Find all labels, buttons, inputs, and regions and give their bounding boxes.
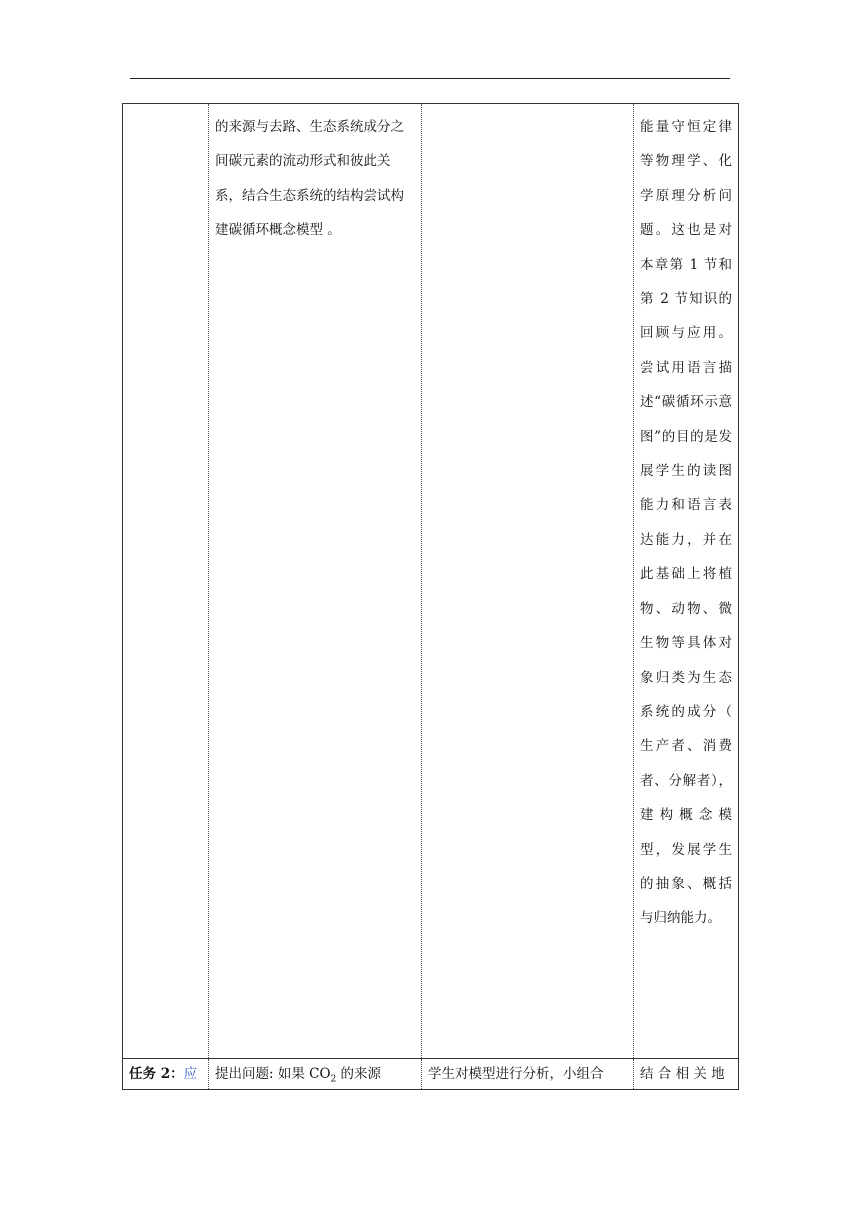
table-cell-teacher-activity: 的来源与去路、生态系统成分之间碳元素的流动形式和彼此关系，结合生态系统的结构尝试构建碳循环概念模型 。: [209, 104, 422, 1059]
table-cell-task: [123, 1059, 209, 1090]
question-prefix: 提出问题: 如果 CO: [215, 1066, 331, 1082]
table-cell-task: [123, 104, 209, 1059]
table-cell-student-activity: 学生对模型进行分析，小组合: [422, 1059, 634, 1090]
table-row: [123, 1059, 739, 1090]
table-cell-design-intent: 能量守恒定律等物理学、化学原理分析问题。这也是对本章第 1 节和第 2 节知识的回顾与应用。尝试用语言描述“碳循环示意图”的目的是发展学生的读图能力和语言表达能力，并在此基础上将植物、动物、微生物等具体对象归类为生态系统的成分（ 生产者、消费者、分解者），建构概念模型，发展学生的抽象、概括与归纳能力。: [634, 104, 739, 1059]
question-suffix: 的来源: [336, 1066, 382, 1082]
task-link[interactable]: 应: [183, 1066, 198, 1082]
task-label: 任务 2：: [129, 1066, 184, 1082]
table-cell-teacher-activity: [209, 1059, 422, 1090]
lesson-plan-table: [122, 103, 739, 1090]
table-cell-design-intent: 结 合 相 关 地: [634, 1059, 739, 1090]
table-cell-student-activity: [422, 104, 634, 1059]
header-rule: [130, 78, 730, 79]
table-row: [123, 104, 739, 1059]
co2-subscript: 2: [330, 1074, 337, 1085]
